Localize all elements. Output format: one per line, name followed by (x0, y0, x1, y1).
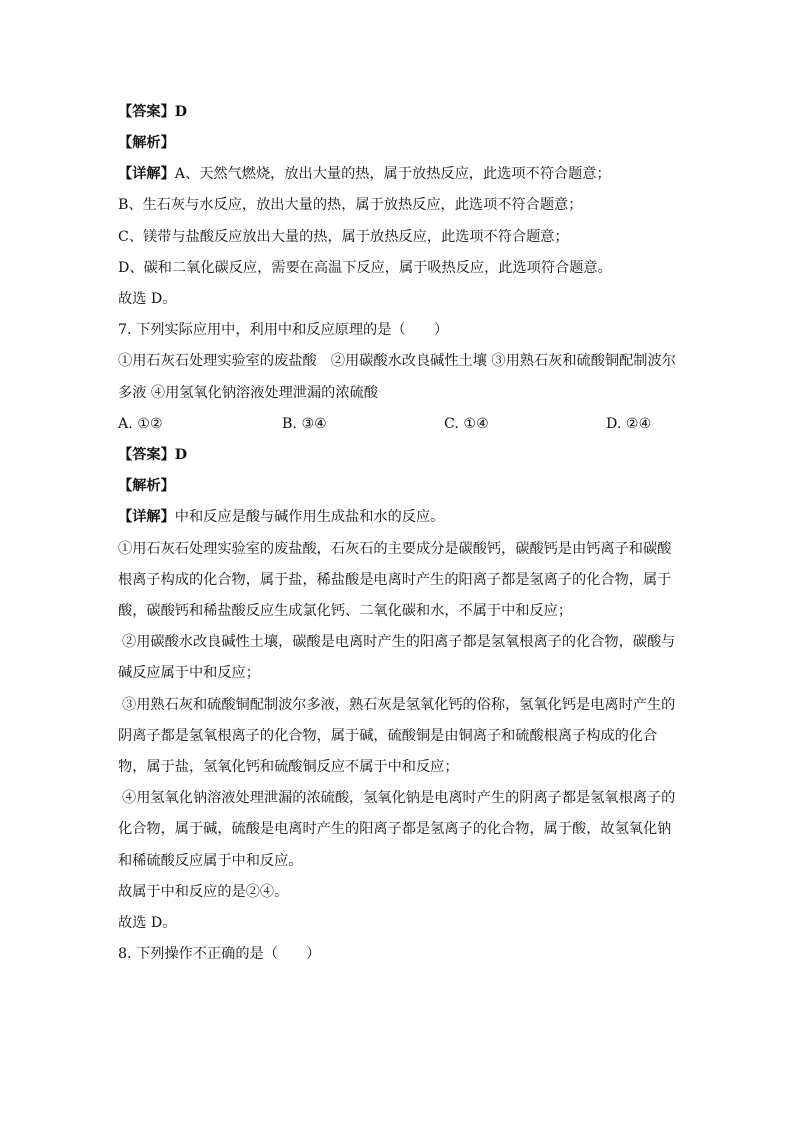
q7-answer: 【答案】D (118, 447, 188, 463)
q6-answer: 【答案】D (118, 104, 188, 120)
q7-p4-line1: ④用氢氧化钠溶液处理泄漏的浓硫酸，氢氧化钠是电离时产生的阴离子都是氢氧根离子的 (122, 790, 676, 806)
q7-items-line2: 多液 ④用氢氧化钠溶液处理泄漏的浓硫酸 (118, 385, 378, 401)
q7-p1-line2: 根离子构成的化合物，属于盐，稀盐酸是电离时产生的阳离子都是氢离子的化合物，属于 (118, 572, 672, 588)
q6-detail-a (118, 164, 611, 184)
q7-p3-line3: 物，属于盐，氢氧化钙和硫酸铜反应不属于中和反应； (118, 759, 459, 775)
q7-p4-line2: 化合物，属于碱，硫酸是电离时产生的阳离子都是氢离子的化合物，属于酸，故氢氧化钠 (118, 821, 672, 837)
q7-option-b: B. ③④ (282, 416, 327, 432)
q6-detail-label: 【详解】 (118, 166, 175, 182)
q7-option-a: A. ①② (118, 416, 163, 432)
q7-summary: 故属于中和反应的是②④。 (118, 884, 289, 900)
q6-detail-c: C、镁带与盐酸反应放出大量的热，属于放热反应，此选项不符合题意； (118, 229, 569, 245)
q6-conclusion: 故选 D。 (118, 291, 177, 307)
q7-p1-line1: ①用石灰石处理实验室的废盐酸，石灰石的主要成分是碳酸钙，碳酸钙是由钙离子和碳酸 (118, 541, 672, 557)
q7-option-d: D. ②④ (606, 416, 652, 432)
q6-detail-b: B、生石灰与水反应，放出大量的热，属于放热反应，此选项不符合题意； (118, 197, 583, 213)
q7-detail-label: 【详解】 (118, 509, 175, 525)
q7-p3-line1: ③用熟石灰和硫酸铜配制波尔多液，熟石灰是氢氧化钙的俗称，氢氧化钙是电离时产生的 (122, 697, 676, 713)
q7-items-line1: ①用石灰石处理实验室的废盐酸 ②用碳酸水改良碱性土壤 ③用熟石灰和硫酸铜配制波尔 (118, 353, 676, 369)
q7-option-c: C. ①④ (444, 416, 489, 432)
q7-stem: 7. 下列实际应用中，利用中和反应原理的是（ ） (118, 322, 449, 338)
q7-detail-intro (118, 507, 444, 527)
q6-detail-d: D、碳和二氧化碳反应，需要在高温下反应，属于吸热反应，此选项符合题意。 (118, 260, 612, 276)
q7-p1-line3: 酸，碳酸钙和稀盐酸反应生成氯化钙、二氧化碳和水，不属于中和反应； (118, 603, 573, 619)
q7-p2-line2: 碱反应属于中和反应； (118, 665, 260, 681)
q7-conclusion: 故选 D。 (118, 915, 177, 931)
q6-analysis-heading: 【解析】 (118, 135, 175, 151)
q7-analysis-heading: 【解析】 (118, 478, 175, 494)
q8-stem: 8. 下列操作不正确的是（ ） (118, 946, 321, 962)
q7-p2-line1: ②用碳酸水改良碱性土壤，碳酸是电离时产生的阳离子都是氢氧根离子的化合物，碳酸与 (122, 634, 676, 650)
q7-p4-line3: 和稀硫酸反应属于中和反应。 (118, 853, 303, 869)
q7-detail-intro-text: 中和反应是酸与碱作用生成盐和水的反应。 (174, 509, 445, 525)
q6-detail-a-text: A、天然气燃烧，放出大量的热，属于放热反应，此选项不符合题意； (174, 166, 611, 182)
q7-p3-line2: 阴离子都是氢氧根离子的化合物，属于碱，硫酸铜是由铜离子和硫酸根离子构成的化合 (118, 728, 658, 744)
